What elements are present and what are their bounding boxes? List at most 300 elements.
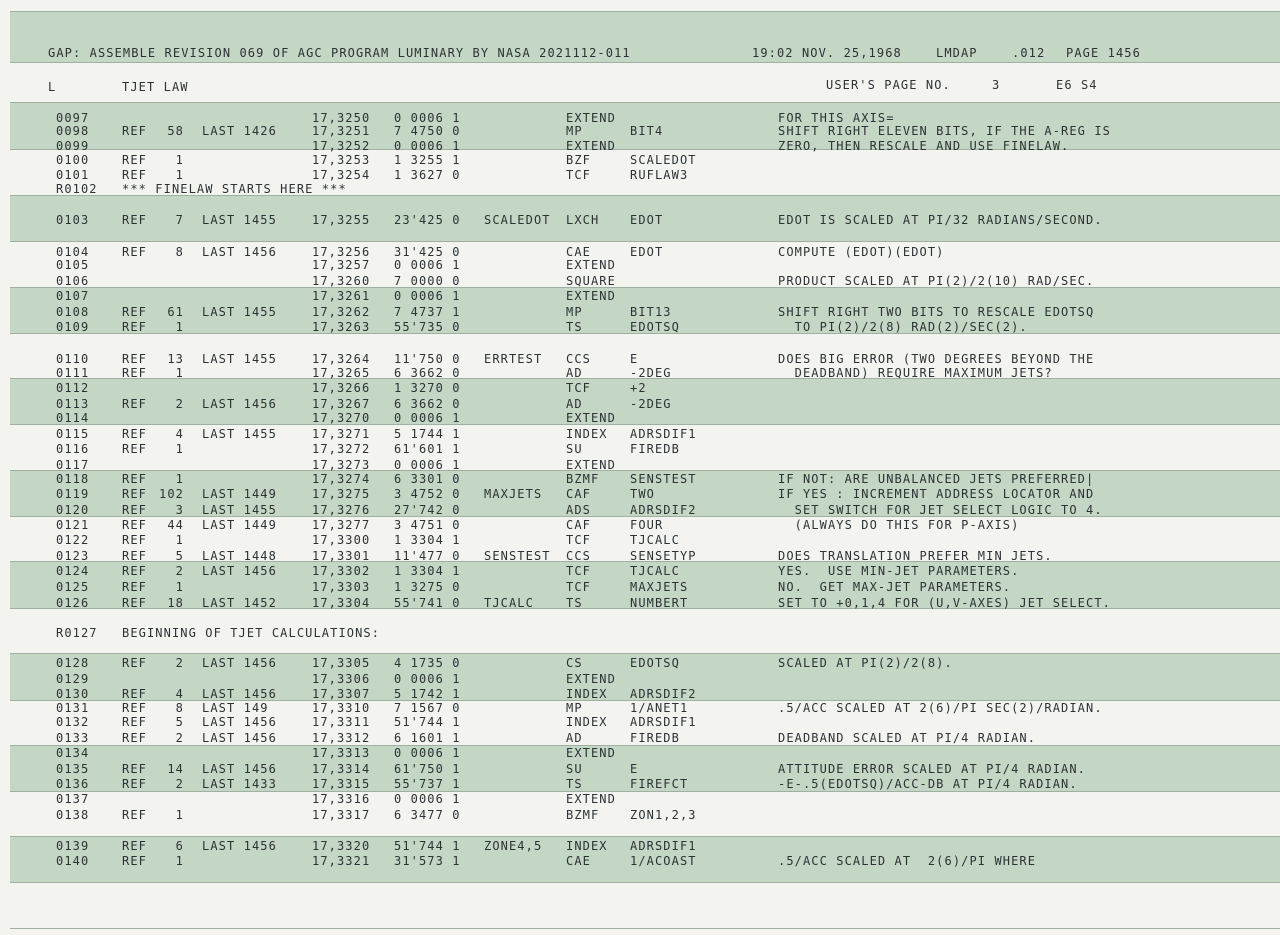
paper-rule: [10, 745, 1280, 746]
comment: -E-.5(EDOTSQ)/ACC-DB AT PI/4 RADIAN.: [778, 777, 1078, 791]
ref-label: REF: [122, 397, 147, 411]
opcode: BZF: [566, 153, 591, 167]
line-number: 0101: [56, 168, 90, 182]
opcode: BZMF: [566, 472, 600, 486]
operand: BIT13: [630, 305, 672, 319]
address: 17,3320: [312, 839, 371, 853]
label: SENSTEST: [484, 549, 551, 563]
address: 17,3312: [312, 731, 371, 745]
operand: ADRSDIF2: [630, 687, 697, 701]
opcode: MP: [566, 305, 583, 319]
octal-value: 1 3304 1: [394, 533, 461, 547]
octal-value: 0 0006 1: [394, 746, 461, 760]
address: 17,3257: [312, 258, 371, 272]
address: 17,3253: [312, 153, 371, 167]
last-page: LAST 1455: [202, 427, 277, 441]
opcode: EXTEND: [566, 458, 616, 472]
address: 17,3262: [312, 305, 371, 319]
comment: DOES TRANSLATION PREFER MIN JETS.: [778, 549, 1053, 563]
address: 17,3274: [312, 472, 371, 486]
line-number: 0097: [56, 111, 90, 125]
octal-value: 1 3270 0: [394, 381, 461, 395]
line-number: 0118: [56, 472, 90, 486]
operand: TWO: [630, 487, 655, 501]
address: 17,3301: [312, 549, 371, 563]
opcode: TS: [566, 320, 583, 334]
comment: SHIFT RIGHT ELEVEN BITS, IF THE A-REG IS: [778, 124, 1111, 138]
octal-value: 7 0000 0: [394, 274, 461, 288]
operand: EDOT: [630, 213, 664, 227]
operand: 1/ACOAST: [630, 854, 697, 868]
octal-value: 31'573 1: [394, 854, 461, 868]
line-number: 0123: [56, 549, 90, 563]
ref-count: 7: [175, 213, 184, 227]
ref-label: REF: [122, 427, 147, 441]
line-number: 0130: [56, 687, 90, 701]
line-number: 0105: [56, 258, 90, 272]
ref-count: 1: [175, 854, 184, 868]
address: 17,3300: [312, 533, 371, 547]
line-number: 0126: [56, 596, 90, 610]
line-number: 0099: [56, 139, 90, 153]
line-number: 0120: [56, 503, 90, 517]
ref-label: REF: [122, 715, 147, 729]
octal-value: 6 1601 1: [394, 731, 461, 745]
ref-count: 1: [175, 153, 184, 167]
ref-count: 13: [167, 352, 184, 366]
last-page: LAST 1455: [202, 213, 277, 227]
octal-value: 0 0006 1: [394, 258, 461, 272]
ref-label: REF: [122, 762, 147, 776]
last-page: LAST 1456: [202, 397, 277, 411]
ref-label: REF: [122, 442, 147, 456]
operand: FIREFCT: [630, 777, 689, 791]
operand: TJCALC: [630, 533, 680, 547]
line-number: 0111: [56, 366, 90, 380]
address: 17,3321: [312, 854, 371, 868]
operand: TJCALC: [630, 564, 680, 578]
line-number: 0140: [56, 854, 90, 868]
octal-value: 7 4737 1: [394, 305, 461, 319]
octal-value: 6 3662 0: [394, 366, 461, 380]
ref-count: 2: [175, 564, 184, 578]
opcode: SQUARE: [566, 274, 616, 288]
line-number: 0104: [56, 245, 90, 259]
ref-label: REF: [122, 701, 147, 715]
comment: IF NOT: ARE UNBALANCED JETS PREFERRED|: [778, 472, 1095, 486]
opcode: CAE: [566, 854, 591, 868]
comment: (ALWAYS DO THIS FOR P-AXIS): [778, 518, 1020, 532]
operand: 1/ANET1: [630, 701, 689, 715]
opcode: LXCH: [566, 213, 600, 227]
ref-label: REF: [122, 580, 147, 594]
address: 17,3260: [312, 274, 371, 288]
address: 17,3251: [312, 124, 371, 138]
address: 17,3271: [312, 427, 371, 441]
last-page: LAST 1452: [202, 596, 277, 610]
line-number: 0100: [56, 153, 90, 167]
opcode: EXTEND: [566, 746, 616, 760]
address: 17,3305: [312, 656, 371, 670]
ref-label: REF: [122, 153, 147, 167]
last-page: LAST 1456: [202, 564, 277, 578]
line-number: 0133: [56, 731, 90, 745]
opcode: EXTEND: [566, 289, 616, 303]
line-number: 0132: [56, 715, 90, 729]
opcode: CCS: [566, 352, 591, 366]
ref-count: 1: [175, 472, 184, 486]
octal-value: 7 1567 0: [394, 701, 461, 715]
ref-label: REF: [122, 366, 147, 380]
opcode: TS: [566, 596, 583, 610]
octal-value: 6 3477 0: [394, 808, 461, 822]
octal-value: 0 0006 1: [394, 411, 461, 425]
paper-rule: [10, 102, 1280, 103]
opcode: TCF: [566, 580, 591, 594]
last-page: LAST 1426: [202, 124, 277, 138]
ref-count: 1: [175, 580, 184, 594]
address: 17,3311: [312, 715, 371, 729]
operand: FIREDB: [630, 731, 680, 745]
opcode: AD: [566, 731, 583, 745]
opcode: EXTEND: [566, 111, 616, 125]
ref-count: 1: [175, 366, 184, 380]
ref-count: 58: [167, 124, 184, 138]
line-number: 0137: [56, 792, 90, 806]
line-number: 0121: [56, 518, 90, 532]
opcode: INDEX: [566, 839, 608, 853]
octal-value: 1 3255 1: [394, 153, 461, 167]
last-page: LAST 1456: [202, 731, 277, 745]
ref-label: REF: [122, 503, 147, 517]
ref-label: REF: [122, 854, 147, 868]
comment: DOES BIG ERROR (TWO DEGREES BEYOND THE: [778, 352, 1095, 366]
paper-rule: [10, 62, 1280, 63]
opcode: CAE: [566, 245, 591, 259]
opcode: EXTEND: [566, 258, 616, 272]
operand: EDOTSQ: [630, 320, 680, 334]
label: ZONE4,5: [484, 839, 543, 853]
address: 17,3270: [312, 411, 371, 425]
opcode: AD: [566, 366, 583, 380]
last-page: LAST 1455: [202, 352, 277, 366]
opcode: SU: [566, 442, 583, 456]
address: 17,3303: [312, 580, 371, 594]
label: ERRTEST: [484, 352, 543, 366]
address: 17,3265: [312, 366, 371, 380]
paper-rule: [10, 928, 1280, 929]
operand: SENSETYP: [630, 549, 697, 563]
operand: FOUR: [630, 518, 664, 532]
comment: FOR THIS AXIS=: [778, 111, 895, 125]
comment: DEADBAND SCALED AT PI/4 RADIAN.: [778, 731, 1037, 745]
ref-count: 8: [175, 701, 184, 715]
address: 17,3266: [312, 381, 371, 395]
ref-count: 44: [167, 518, 184, 532]
octal-value: 51'744 1: [394, 839, 461, 853]
ref-label: REF: [122, 472, 147, 486]
ref-label: REF: [122, 777, 147, 791]
octal-value: 11'477 0: [394, 549, 461, 563]
line-number: R0127: [56, 626, 98, 640]
octal-value: 0 0006 1: [394, 792, 461, 806]
opcode: CAF: [566, 518, 591, 532]
ref-label: REF: [122, 320, 147, 334]
opcode: ADS: [566, 503, 591, 517]
comment: SET TO +0,1,4 FOR (U,V-AXES) JET SELECT.: [778, 596, 1111, 610]
last-page: LAST 1449: [202, 487, 277, 501]
address: 17,3306: [312, 672, 371, 686]
octal-value: 27'742 0: [394, 503, 461, 517]
comment: .5/ACC SCALED AT 2(6)/PI WHERE: [778, 854, 1037, 868]
octal-value: 61'750 1: [394, 762, 461, 776]
line-number: 0109: [56, 320, 90, 334]
opcode: INDEX: [566, 427, 608, 441]
line-number: 0138: [56, 808, 90, 822]
ref-count: 1: [175, 442, 184, 456]
section-type: L: [48, 80, 57, 94]
operand: FIREDB: [630, 442, 680, 456]
octal-value: 55'737 1: [394, 777, 461, 791]
octal-value: 0 0006 1: [394, 672, 461, 686]
ref-label: BEGINNING OF TJET CALCULATIONS:: [122, 626, 381, 640]
opcode: TCF: [566, 168, 591, 182]
comment: .5/ACC SCALED AT 2(6)/PI SEC(2)/RADIAN.: [778, 701, 1103, 715]
line-number: 0106: [56, 274, 90, 288]
ref-count: 2: [175, 656, 184, 670]
ref-count: 1: [175, 320, 184, 334]
comment: SHIFT RIGHT TWO BITS TO RESCALE EDOTSQ: [778, 305, 1095, 319]
ref-label: REF: [122, 656, 147, 670]
octal-value: 5 1744 1: [394, 427, 461, 441]
opcode: EXTEND: [566, 792, 616, 806]
octal-value: 61'601 1: [394, 442, 461, 456]
octal-value: 3 4751 0: [394, 518, 461, 532]
comment: SET SWITCH FOR JET SELECT LOGIC TO 4.: [778, 503, 1103, 517]
line-number: 0139: [56, 839, 90, 853]
operand: ZON1,2,3: [630, 808, 697, 822]
line-number: 0110: [56, 352, 90, 366]
address: 17,3304: [312, 596, 371, 610]
operand: SENSTEST: [630, 472, 697, 486]
opcode: INDEX: [566, 715, 608, 729]
ref-label: REF: [122, 687, 147, 701]
octal-value: 1 3275 0: [394, 580, 461, 594]
ref-label: REF: [122, 549, 147, 563]
last-page: LAST 1455: [202, 503, 277, 517]
paper-rule: [10, 653, 1280, 654]
paper-rule: [10, 882, 1280, 883]
header-decimal: .012: [1012, 46, 1046, 60]
line-number: 0134: [56, 746, 90, 760]
octal-value: 55'741 0: [394, 596, 461, 610]
ref-count: 1: [175, 808, 184, 822]
line-number: 0113: [56, 397, 90, 411]
ref-label: REF: [122, 245, 147, 259]
header-source: LMDAP: [936, 46, 978, 60]
line-number: 0108: [56, 305, 90, 319]
octal-value: 23'425 0: [394, 213, 461, 227]
line-number: 0117: [56, 458, 90, 472]
section-code: E6 S4: [1056, 78, 1098, 92]
ref-count: 5: [175, 549, 184, 563]
comment: ZERO, THEN RESCALE AND USE FINELAW.: [778, 139, 1070, 153]
paper-rule: [10, 11, 1280, 12]
comment: TO PI(2)/2(8) RAD(2)/SEC(2).: [778, 320, 1028, 334]
operand: MAXJETS: [630, 580, 689, 594]
line-number: 0112: [56, 381, 90, 395]
operand: +2: [630, 381, 647, 395]
last-page: LAST 1456: [202, 245, 277, 259]
address: 17,3250: [312, 111, 371, 125]
address: 17,3273: [312, 458, 371, 472]
address: 17,3264: [312, 352, 371, 366]
paper-rule: [10, 791, 1280, 792]
ref-label: REF: [122, 839, 147, 853]
comment: IF YES : INCREMENT ADDRESS LOCATOR AND: [778, 487, 1095, 501]
octal-value: 11'750 0: [394, 352, 461, 366]
header-title: GAP: ASSEMBLE REVISION 069 OF AGC PROGRAM LUMINARY BY NASA 2021112-011: [48, 46, 631, 60]
operand: NUMBERT: [630, 596, 689, 610]
label: TJCALC: [484, 596, 534, 610]
paper-rule: [10, 424, 1280, 425]
ref-count: 1: [175, 168, 184, 182]
address: 17,3316: [312, 792, 371, 806]
address: 17,3255: [312, 213, 371, 227]
operand: -2DEG: [630, 397, 672, 411]
opcode: CCS: [566, 549, 591, 563]
opcode: MP: [566, 701, 583, 715]
line-number: 0124: [56, 564, 90, 578]
line-number: 0115: [56, 427, 90, 441]
last-page: LAST 1449: [202, 518, 277, 532]
paper-rule: [10, 149, 1280, 150]
opcode: EXTEND: [566, 672, 616, 686]
address: 17,3275: [312, 487, 371, 501]
line-number: 0116: [56, 442, 90, 456]
ref-label: REF: [122, 731, 147, 745]
label: SCALEDOT: [484, 213, 551, 227]
octal-value: 6 3662 0: [394, 397, 461, 411]
address: 17,3276: [312, 503, 371, 517]
comment: DEADBAND) REQUIRE MAXIMUM JETS?: [778, 366, 1053, 380]
octal-value: 3 4752 0: [394, 487, 461, 501]
ref-label: REF: [122, 533, 147, 547]
line-number: 0107: [56, 289, 90, 303]
comment: NO. GET MAX-JET PARAMETERS.: [778, 580, 1012, 594]
ref-label: REF: [122, 124, 147, 138]
opcode: INDEX: [566, 687, 608, 701]
octal-value: 0 0006 1: [394, 458, 461, 472]
operand: ADRSDIF2: [630, 503, 697, 517]
last-page: LAST 1455: [202, 305, 277, 319]
operand: -2DEG: [630, 366, 672, 380]
last-page: LAST 1456: [202, 656, 277, 670]
octal-value: 1 3304 1: [394, 564, 461, 578]
opcode: TS: [566, 777, 583, 791]
octal-value: 0 0006 1: [394, 139, 461, 153]
line-number: 0125: [56, 580, 90, 594]
ref-count: 2: [175, 397, 184, 411]
operand: EDOT: [630, 245, 664, 259]
users-page-number: 3: [992, 78, 1001, 92]
octal-value: 31'425 0: [394, 245, 461, 259]
opcode: CAF: [566, 487, 591, 501]
ref-count: 2: [175, 777, 184, 791]
ref-count: 61: [167, 305, 184, 319]
comment: COMPUTE (EDOT)(EDOT): [778, 245, 945, 259]
ref-count: 3: [175, 503, 184, 517]
last-page: LAST 1448: [202, 549, 277, 563]
header-page-number: PAGE 1456: [1066, 46, 1141, 60]
ref-label: REF: [122, 487, 147, 501]
address: 17,3307: [312, 687, 371, 701]
paper-rule: [10, 470, 1280, 471]
comment: SCALED AT PI(2)/2(8).: [778, 656, 953, 670]
opcode: TCF: [566, 381, 591, 395]
octal-value: 55'735 0: [394, 320, 461, 334]
address: 17,3302: [312, 564, 371, 578]
last-page: LAST 1433: [202, 777, 277, 791]
line-number: 0131: [56, 701, 90, 715]
address: 17,3315: [312, 777, 371, 791]
operand: ADRSDIF1: [630, 839, 697, 853]
address: 17,3261: [312, 289, 371, 303]
opcode: EXTEND: [566, 139, 616, 153]
line-number: 0122: [56, 533, 90, 547]
operand: ADRSDIF1: [630, 427, 697, 441]
ref-label: REF: [122, 352, 147, 366]
octal-value: 0 0006 1: [394, 111, 461, 125]
ref-label: REF: [122, 808, 147, 822]
address: 17,3254: [312, 168, 371, 182]
ref-label: REF: [122, 564, 147, 578]
operand: E: [630, 762, 639, 776]
opcode: TCF: [566, 564, 591, 578]
opcode: EXTEND: [566, 411, 616, 425]
ref-count: 2: [175, 731, 184, 745]
line-number: 0119: [56, 487, 90, 501]
paper-rule: [10, 241, 1280, 242]
opcode: MP: [566, 124, 583, 138]
opcode: CS: [566, 656, 583, 670]
octal-value: 1 3627 0: [394, 168, 461, 182]
opcode: BZMF: [566, 808, 600, 822]
ref-count: 102: [159, 487, 184, 501]
ref-label: REF: [122, 213, 147, 227]
operand: EDOTSQ: [630, 656, 680, 670]
ref-label: REF: [122, 596, 147, 610]
section-title: TJET LAW: [122, 80, 189, 94]
address: 17,3256: [312, 245, 371, 259]
octal-value: 4 1735 0: [394, 656, 461, 670]
last-page: LAST 149: [202, 701, 269, 715]
octal-value: 0 0006 1: [394, 289, 461, 303]
header-timestamp: 19:02 NOV. 25,1968: [752, 46, 902, 60]
line-number: 0136: [56, 777, 90, 791]
address: 17,3252: [312, 139, 371, 153]
line-number: 0103: [56, 213, 90, 227]
octal-value: 6 3301 0: [394, 472, 461, 486]
address: 17,3263: [312, 320, 371, 334]
label: MAXJETS: [484, 487, 543, 501]
ref-label: REF: [122, 168, 147, 182]
opcode: SU: [566, 762, 583, 776]
ref-count: 14: [167, 762, 184, 776]
address: 17,3267: [312, 397, 371, 411]
paper-rule: [10, 836, 1280, 837]
operand: SCALEDOT: [630, 153, 697, 167]
